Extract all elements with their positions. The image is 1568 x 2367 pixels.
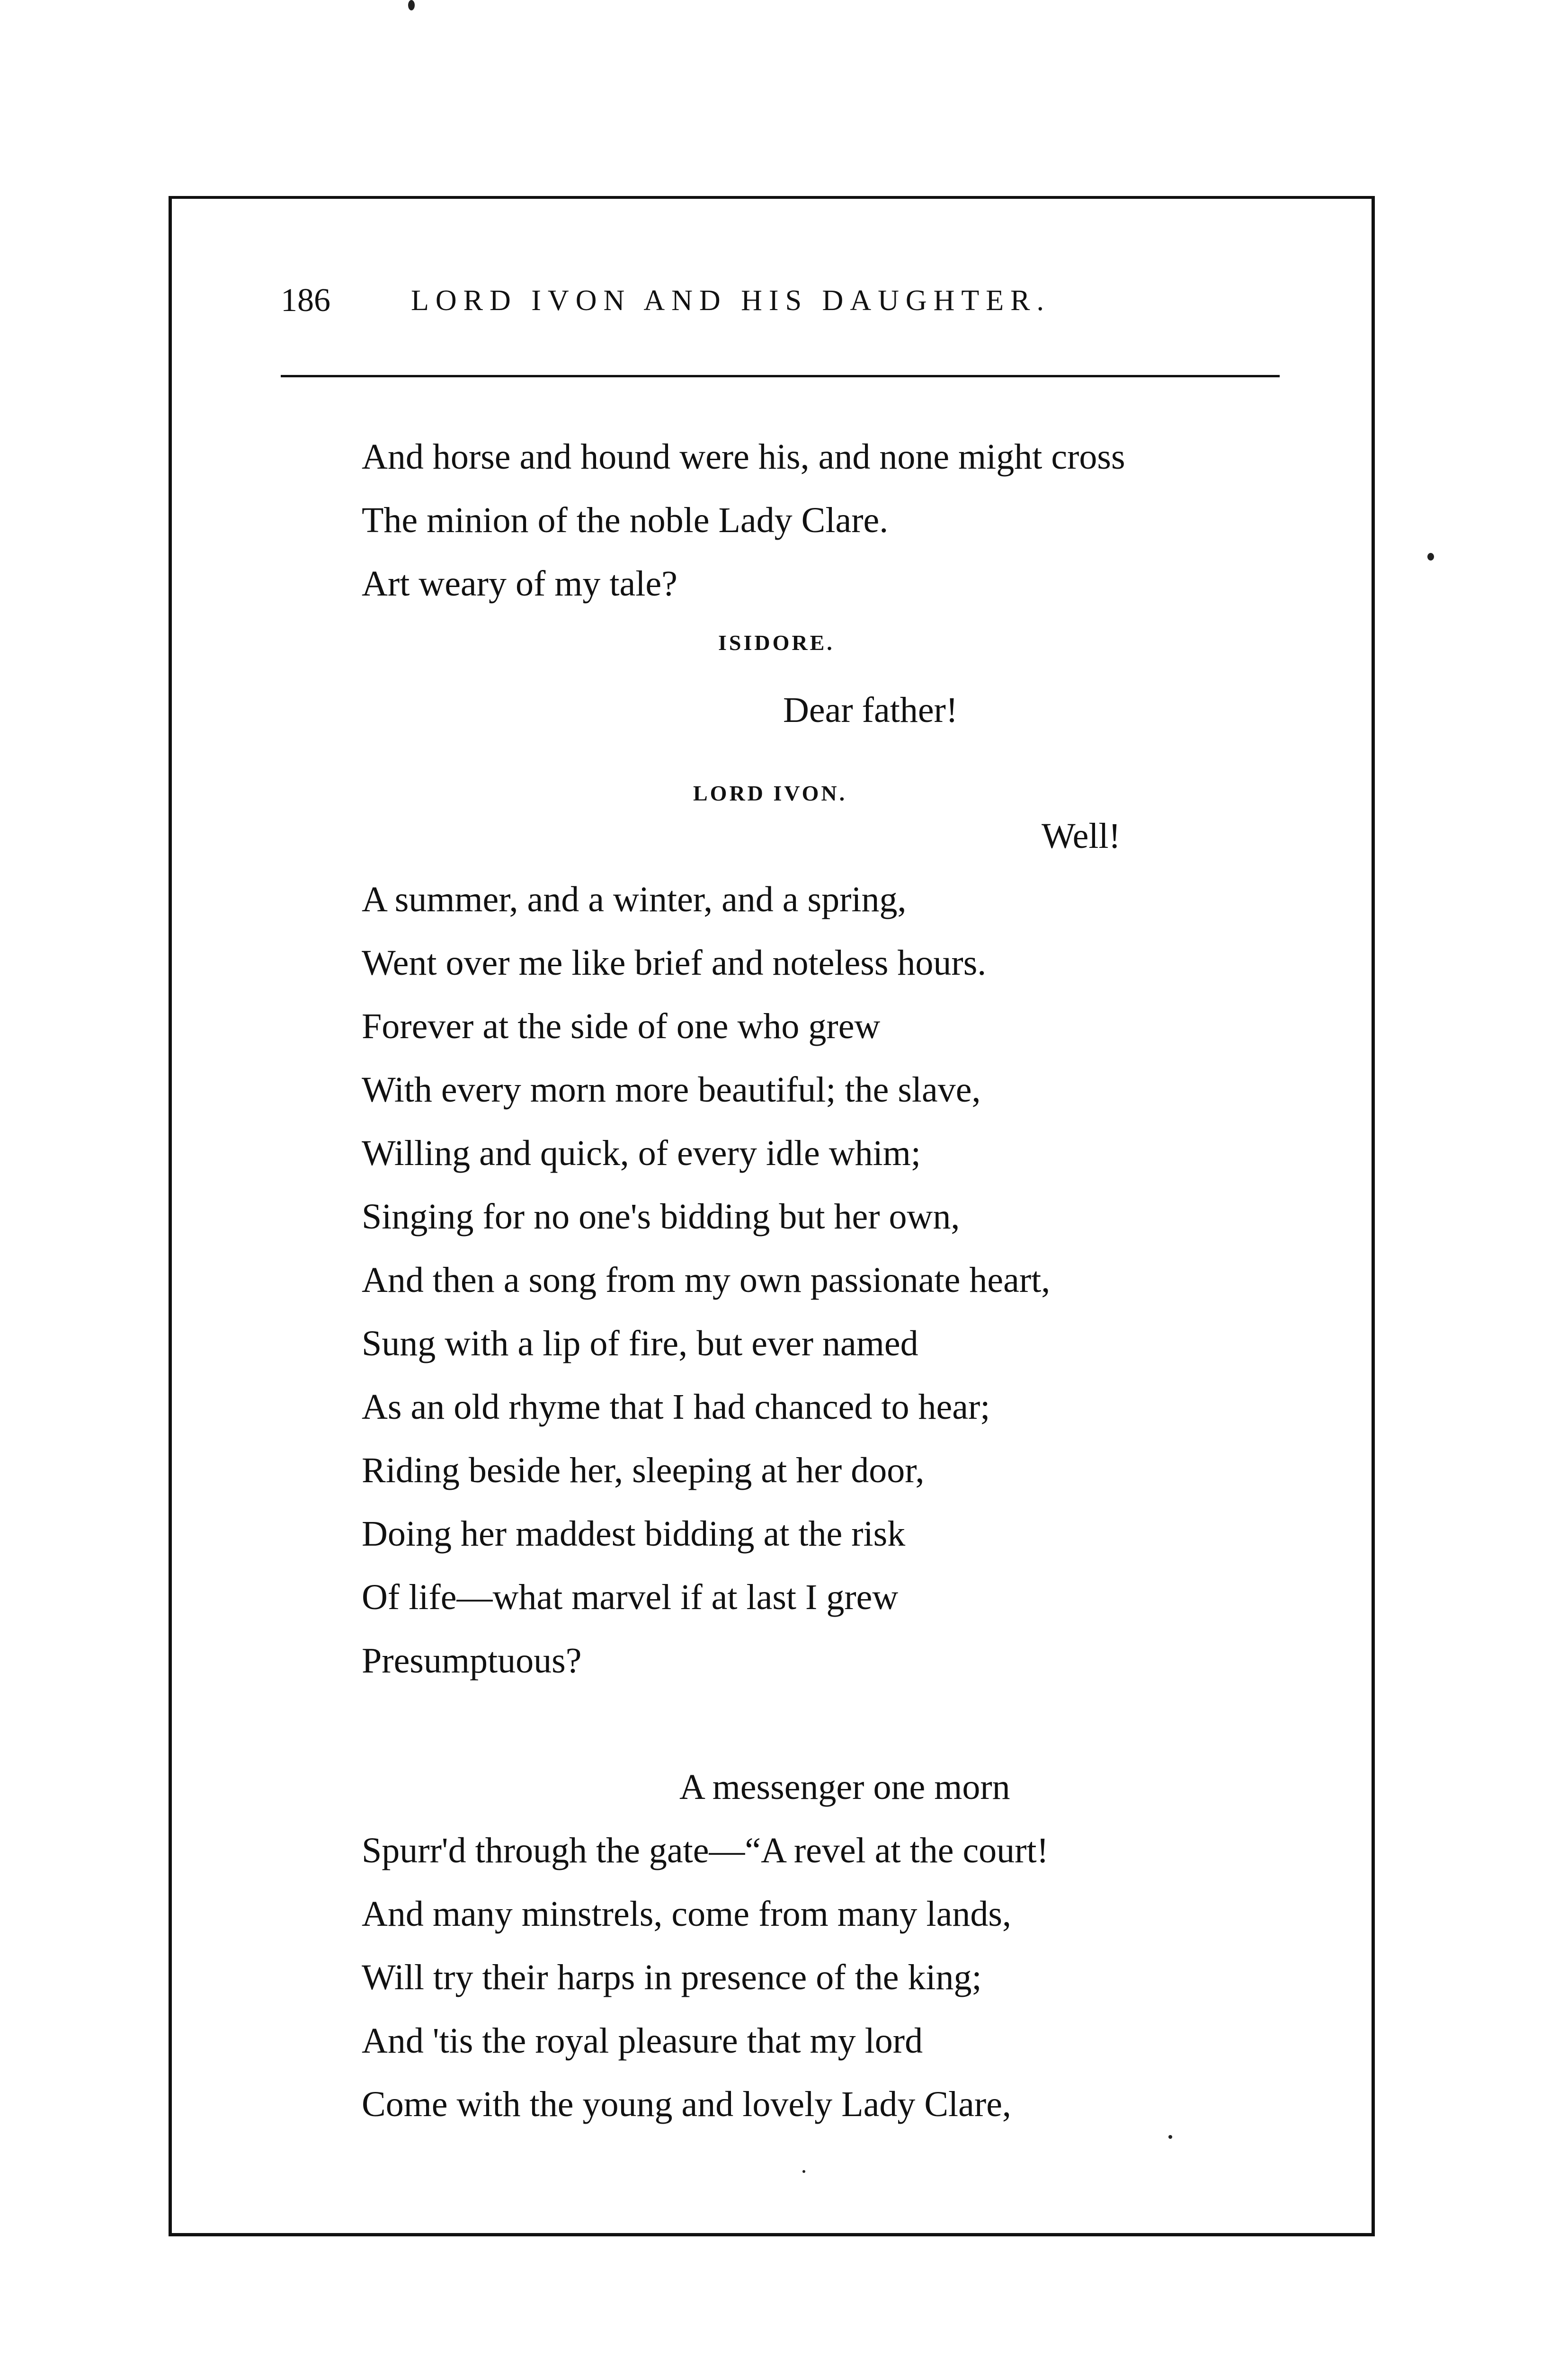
verse-line: As an old rhyme that I had chanced to hear;: [362, 1387, 990, 1427]
verse-line: Presumptuous?: [362, 1641, 582, 1681]
verse-line: Singing for no one's bidding but her own,: [362, 1197, 960, 1237]
verse-line: And many minstrels, come from many lands,: [362, 1894, 1011, 1934]
scan-speck: [1427, 553, 1434, 561]
verse-line: Of life—what marvel if at last I grew: [362, 1577, 899, 1617]
verse-line: And 'tis the royal pleasure that my lord: [362, 2021, 923, 2061]
running-title: LORD IVON AND HIS DAUGHTER.: [411, 285, 1051, 317]
verse-line: Sung with a lip of fire, but ever named: [362, 1324, 918, 1363]
verse-line: Come with the young and lovely Lady Clare,: [362, 2084, 1011, 2124]
header-rule: [281, 375, 1280, 377]
verse-line: Willing and quick, of every idle whim;: [362, 1133, 921, 1173]
verse-line: Forever at the side of one who grew: [362, 1006, 881, 1046]
page-number: 186: [281, 282, 330, 319]
speaker-lord-ivon: LORD IVON.: [693, 781, 847, 805]
page-header: [281, 279, 1280, 322]
verse-line: The minion of the noble Lady Clare.: [362, 500, 889, 540]
dialogue-reply: Well!: [1042, 816, 1121, 856]
verse-line: A summer, and a winter, and a spring,: [362, 880, 907, 919]
verse-line: Will try their harps in presence of the king;: [362, 1958, 982, 1997]
verse-line: With every morn more beautiful; the slave,: [362, 1070, 981, 1110]
verse-line: Spurr'd through the gate—“A revel at the court!: [362, 1831, 1049, 1870]
verse-line: Art weary of my tale?: [362, 564, 677, 604]
verse-line: And then a song from my own passionate heart,: [362, 1260, 1051, 1300]
verse-line: Doing her maddest bidding at the risk: [362, 1514, 906, 1554]
speaker-isidore: ISIDORE.: [718, 631, 835, 655]
scan-speck: [408, 0, 415, 10]
scan-speck: [802, 2170, 805, 2173]
verse-line: Riding beside her, sleeping at her door,: [362, 1450, 925, 1490]
verse-line: And horse and hound were his, and none might cross: [362, 437, 1125, 477]
scan-speck: [1168, 2135, 1172, 2139]
verse-line: A messenger one morn: [679, 1767, 1010, 1807]
dialogue-reply: Dear father!: [783, 690, 958, 730]
verse-line: Went over me like brief and noteless hours.: [362, 943, 987, 983]
